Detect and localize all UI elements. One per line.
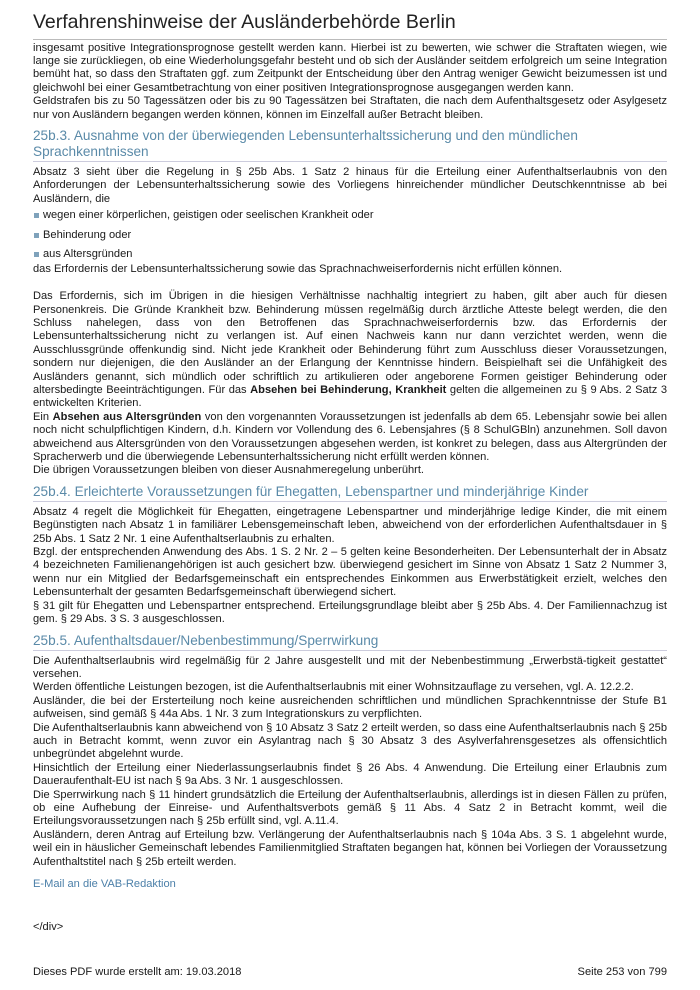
document-body (33, 42, 667, 891)
page-title: Verfahrenshinweise der Ausländerbehörde Berlin (33, 9, 667, 40)
paragraph: Die Aufenthaltserlaubnis kann abweichend von § 10 Absatz 3 Satz 2 erteilt werden, so dass eine Aufenthaltserlaubnis nach § 25b auch in Betracht kommt, wenn zuvor ein Asylantrag nach § 30 Absatz 3 des Asylverfahrensgesetzes als offensichtlich unbegründet abgelehnt wurde. (33, 721, 667, 761)
list-item (43, 209, 667, 222)
paragraph: Die Sperrwirkung nach § 11 hindert grundsätzlich die Erteilung der Aufenthaltserlaubnis, allerdings ist in diesen Fällen zu prüfen, ob eine Aufhebung der Einreise- und Aufenthaltsverbots gemäß § 11 Abs. 4 Satz 2 in Betracht kommt, weil die Erteilungsvoraussetzungen nach § 25b erfüllt sind, vgl. A.11.4. (33, 788, 667, 828)
raw-div-tag-text: </div> (33, 921, 64, 933)
list-item-text: Behinderung oder (43, 228, 132, 241)
paragraph: Ausländer, die bei der Ersterteilung noch keine ausreichenden schriftlichen und mündlichen Sprachkenntnisse der Stufe B1 aufweisen, sind gemäß § 44a Abs. 1 Nr. 3 zum Integrationskurs zu verpflichten. (33, 694, 667, 721)
paragraph: § 31 gilt für Ehegatten und Lebenspartner entsprechend. Erteilungsgrundlage bleibt aber § 25b Abs. 4. Der Familiennachzug ist gem. § 29 Abs. 3 S. 3 ausgeschlossen. (33, 599, 667, 626)
paragraph: Bzgl. der entsprechenden Anwendung des Abs. 1 S. 2 Nr. 2 – 5 gelten keine Besonderheiten. Der Lebensunterhalt der in Absatz 4 bezeichneten Familienangehörigen ist auch gesichert bzw. überwiegend gesichert im Sinne von Absatz 1 Satz 2 Nummer 3, wenn nur ein Mitglied der Bedarfsgemeinschaft ein entsprechendes Einkommen aus Erwerbstätigkeit erzielt, welches den Lebensunterhalt der gesamten Bedarfsgemeinschaft überwiegend sichert. (33, 546, 667, 599)
footer-page-number: Seite 253 von 799 (577, 966, 667, 978)
bold-phrase: Absehen aus Altersgründen (52, 410, 202, 423)
section-heading-25b3: 25b.3. Ausnahme von der überwiegenden Lebensunterhaltssicherung und den mündlichen Sprachkenntnissen (33, 128, 667, 162)
paragraph: Die Aufenthaltserlaubnis wird regelmäßig für 2 Jahre ausgestellt und mit der Nebenbestimmung „Erwerbstä-tigkeit gestattet“ versehen. (33, 654, 667, 680)
paragraph: das Erfordernis der Lebensunterhaltssicherung sowie das Sprachnachweiserfordernis nicht erfüllen können. (33, 263, 563, 276)
paragraph: insgesamt positive Integrationsprognose gestellt werden kann. Hierbei ist zu bewerten, wie schwer die Straftaten wiegen, wie lange sie zurückliegen, ob eine Wiederholungsgefahr besteht und ob sich der Ausländer seitdem erfolgreich um seine Integration bemüht hat, so dass den Straftaten ggf. zum Zeitpunkt der Entscheidung über den Antrag weniger Gewicht beizumessen ist und gleichwohl bei einer Gesamtbetrachtung von einer positiven Integrationsprognose ausgegangen werden kann. (33, 41, 667, 94)
paragraph: Absatz 4 regelt die Möglichkeit für Ehegatten, eingetragene Lebenspartner und minderjährige ledige Kinder, die mit einem Begünstigten nach Absatz 1 in familiärer Lebensgemeinschaft leben, abweichend von der erforderlichen Aufenthaltsdauer in § 25b Abs. 1 Satz 2 Nr. 1 eine Aufenthaltserlaubnis zu erhalten. (33, 505, 667, 545)
footer-created-date: Dieses PDF wurde erstellt am: 19.03.2018 (33, 966, 242, 978)
paragraph: Ein Absehen aus Altersgründen von den vorgenannten Voraussetzungen ist jedenfalls ab dem 65. Lebensjahr sowie bei allen noch nicht schulpflichtigen Kindern, d.h. Kindern vor Vollendung des 6. Lebensjahres (§ 8 SchulGBln) anzunehmen. Soll davon abweichend aus Altersgründen von den Voraussetzungen abgesehen werden, ist konkret zu belegen, dass aus Altergründen der Spracherwerb und die überwiegende Lebensunterhaltssicherung nicht erfüllt werden können. (33, 410, 667, 464)
paragraph: Werden öffentliche Leistungen bezogen, ist die Aufenthaltserlaubnis mit einer Wohnsitzauflage zu versehen, vgl. A. 12.2.2. (33, 681, 634, 694)
list-item (43, 248, 667, 261)
paragraph: Das Erfordernis, sich im Übrigen in die hiesigen Verhältnisse nachhaltig integriert zu haben, gilt aber auch für diesen Personenkreis. Die Gründe Krankheit bzw. Behinderung müssen regelmäßig durch ärztliche Atteste belegt werden, die den Schluss nahelegen, dass von den Betroffenen das Sprachnachweiserfordernis bzw. das Erfordernis der Lebensunterhaltssicherung nicht zu verlangen ist. Auf einen Nachweis kann nur dann verzichtet werden, wenn die Ausschlussgründe offenkundig sind. Nicht jede Krankheit oder Behinderung führt zum Ausschluss dieser Voraussetzungen, sondern nur diejenigen, die den Ausländer an der Erlangung der Kenntnisse hindern. Beispielhaft sei die Unfähigkeit des Ausländers genannt, sich mündlich oder schriftlich zu artikulieren oder angeborene Formen geistiger Behinderung oder altersbedingte Beeinträchtigungen. Für das Absehen bei Behinderung, Krankheit gelten die allgemeinen zu § 9 Abs. 2 Satz 3 entwickelten Kriterien. (33, 290, 668, 410)
section-heading-25b5: 25b.5. Aufenthaltsdauer/Nebenbestimmung/Sperrwirkung (33, 633, 667, 651)
email-editor-link[interactable]: E-Mail an die VAB-Redaktion (33, 878, 176, 891)
list-item-text: aus Altersgründen (43, 247, 133, 260)
link-row (33, 878, 667, 891)
paragraph: Hinsichtlich der Erteilung einer Niederlassungserlaubnis findet § 26 Abs. 4 Anwendung. Die Erteilung einer Erlaubnis zum Daueraufenthalt-EU ist nach § 9a Abs. 3 Nr. 1 ausgeschlossen. (33, 761, 667, 788)
paragraph: Die übrigen Voraussetzungen bleiben von dieser Ausnahmeregelung unberührt. (33, 464, 425, 477)
square-bullet-icon (34, 252, 39, 257)
section-heading-25b4: 25b.4. Erleichterte Voraussetzungen für Ehegatten, Lebenspartner und minderjährige Kinder (33, 484, 667, 502)
square-bullet-icon (34, 233, 39, 238)
paragraph: Absatz 3 sieht über die Regelung in § 25b Abs. 1 Satz 2 hinaus für die Erteilung einer Aufenthaltserlaubnis von den Anforderungen der Lebensunterhaltssicherung sowie des Vorliegens hinreichender mündlicher Deutschkenntnisse ab bei Ausländern, die (33, 165, 667, 205)
bullet-list (33, 209, 667, 261)
paragraph: Ausländern, deren Antrag auf Erteilung bzw. Verlängerung der Aufenthaltserlaubnis nach § 104a Abs. 3 S. 1 abgelehnt wurde, weil ein in häuslicher Gemeinschaft lebendes Familienmitglied Straftaten begangen hat, können bei Vorliegen der Voraussetzung Aufenthaltstitel nach § 25b erteilt werden. (33, 828, 667, 868)
paragraph: Geldstrafen bis zu 50 Tagessätzen oder bis zu 90 Tagessätzen bei Straftaten, die nach dem Aufenthaltsgesetz oder Asylgesetz nur von Ausländern begangen werden können, können im Einzelfall außer Betracht bleiben. (33, 95, 667, 121)
list-item-text: wegen einer körperlichen, geistigen oder seelischen Krankheit oder (43, 209, 374, 222)
bold-phrase: Absehen bei Behinderung, Krankheit (250, 384, 447, 397)
list-item (43, 229, 667, 242)
square-bullet-icon (34, 213, 39, 218)
